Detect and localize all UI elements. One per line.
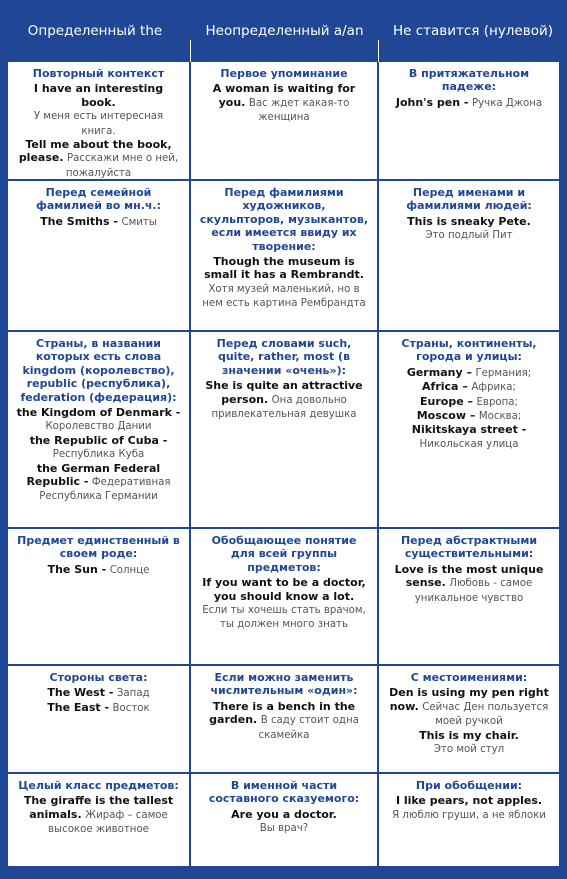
example-line [16, 82, 181, 109]
example-translation: Запад [116, 688, 150, 700]
header-definite: Определенный the [27, 23, 163, 39]
example-line [199, 379, 369, 421]
example-translation: Европа; [476, 396, 518, 408]
example-translation: Она довольно привлекательная девушка [211, 394, 357, 421]
example-line [16, 406, 181, 434]
example-translation: В саду стоит одна скамейка [258, 715, 359, 741]
rule-cell [191, 181, 377, 330]
example-english: the Republic of Cuba - [29, 433, 168, 447]
rule-title: Перед семейной фамилией во мн.ч.: [35, 186, 162, 213]
rule-title: Предмет единственный в своем роде: [17, 534, 180, 561]
rule-cell [8, 529, 189, 664]
rule-title: Первое упоминание [220, 67, 348, 80]
rule-title: Перед фамилиями художников, скульпторов, музыкантов, если имеется ввиду их творение: [199, 186, 369, 253]
example-translation: Вас ждет какая-то женщина [248, 97, 350, 124]
rule-title: Страны, в названии которых есть слова kingdom (королевство), republic (республика), federation (федерация): [20, 337, 177, 404]
example-translation: У меня есть интересная книга. [33, 111, 164, 137]
example-english: Germany – [406, 365, 472, 379]
example-english: John's pen - [395, 95, 469, 109]
rule-cell [8, 332, 189, 527]
example-english: The West - [47, 686, 114, 700]
rule-example [16, 794, 181, 836]
example-line [199, 282, 369, 311]
rule-example [199, 255, 369, 311]
example-english: Europe – [420, 394, 473, 408]
rule-title: В именной части составного сказуемого: [208, 779, 360, 806]
example-english: Den is using my pen right now. [389, 686, 549, 713]
example-english: Love is the most unique sense. [394, 562, 544, 590]
example-line [387, 423, 551, 451]
example-translation: Восток [112, 702, 150, 714]
rule-title: Целый класс предметов: [18, 779, 179, 792]
example-translation: Хотя музей маленький, но в нем есть картина Рембрандта [202, 283, 366, 310]
example-english: This is my chair. [419, 728, 519, 742]
rule-example [387, 794, 551, 822]
rule-example [387, 563, 551, 605]
example-line [387, 794, 551, 807]
rule-cell [379, 332, 559, 527]
example-translation: Федеративная Республика Германии [39, 477, 171, 503]
rule-cell [191, 666, 377, 772]
example-translation: Африка; [471, 382, 516, 394]
example-line [199, 82, 369, 124]
example-english: The giraffe is the tallest animals. [23, 794, 174, 821]
example-line [387, 215, 551, 228]
example-line [387, 395, 551, 409]
example-translation: Москва; [478, 411, 522, 423]
example-translation: Солнце [109, 564, 150, 576]
example-line [199, 576, 369, 603]
example-line [16, 434, 181, 462]
example-line [16, 462, 181, 504]
rule-cell [379, 181, 559, 330]
example-english: I have an interesting book. [33, 82, 164, 109]
example-line [199, 808, 369, 821]
example-translation: Это подлый Пит [425, 230, 513, 242]
example-line [199, 255, 369, 282]
example-translation: Я люблю груши, а не яблоки [392, 809, 546, 821]
example-english: This is sneaky Pete. [407, 214, 531, 228]
example-line [16, 794, 181, 836]
example-translation: Сейчас Ден пользуется моей ручкой [422, 701, 549, 728]
rule-title: Обобщающее понятие для всей группы предметов: [211, 534, 357, 574]
example-translation: Жираф – самое высокое животное [48, 809, 168, 836]
rule-cell [191, 774, 377, 866]
example-translation: Никольская улица [419, 438, 519, 450]
example-line [387, 686, 551, 728]
example-english: the Kingdom of Denmark - [16, 406, 181, 420]
rule-title: Перед именами и фамилиями людей: [406, 186, 532, 213]
rule-example [16, 406, 181, 504]
example-line [387, 96, 551, 110]
example-line [16, 701, 181, 715]
example-line [199, 603, 369, 632]
example-line [16, 215, 181, 229]
rule-title: Стороны света: [49, 671, 148, 684]
rule-example [199, 700, 369, 742]
example-english: The East - [47, 700, 110, 714]
rule-title: Перед абстрактными существительными: [400, 534, 538, 561]
rule-cell [8, 774, 189, 866]
example-translation: Любовь - самое уникальное чувство [414, 578, 533, 604]
example-line [387, 808, 551, 822]
example-translation: Расскажи мне о ней, пожалуйста [65, 153, 179, 179]
rule-example [199, 82, 369, 124]
rule-title: Перед словами such, quite, rather, most (в значении «очень»): [216, 337, 352, 377]
rule-example [199, 379, 369, 421]
example-english: If you want to be a doctor, you should know a lot. [202, 576, 366, 603]
rule-example [387, 366, 551, 451]
example-english: The Smiths - [40, 214, 118, 228]
example-english: Nikitskaya street - [411, 423, 527, 437]
example-line [387, 563, 551, 605]
example-translation: Это мой стул [433, 744, 505, 756]
rule-cell [191, 529, 377, 664]
example-translation: Вы врач? [259, 823, 309, 835]
rule-example [387, 215, 551, 243]
example-english: Are you a doctor. [231, 807, 337, 821]
header-indefinite: Неопределенный a/an [205, 23, 364, 39]
rule-example [16, 563, 181, 577]
example-english: She is quite an attractive person. [205, 379, 363, 406]
example-line [16, 109, 181, 138]
example-translation: Королевство Дании [45, 421, 152, 433]
rule-cell [379, 529, 559, 664]
example-translation: Республика Куба [52, 449, 145, 461]
example-line [387, 228, 551, 242]
header-zero: Не ставится (нулевой) [392, 23, 553, 39]
example-english: Moscow – [416, 409, 476, 423]
rule-example [387, 686, 551, 756]
rule-title: Повторный контекст [32, 67, 165, 80]
rule-example [199, 576, 369, 632]
rule-example [16, 686, 181, 715]
rule-cell [191, 62, 377, 179]
example-translation: Смиты [121, 216, 157, 228]
example-english: I like pears, not apples. [395, 794, 543, 808]
example-line [387, 729, 551, 742]
rule-title: Если можно заменить числительным «один»: [210, 671, 358, 698]
example-line [16, 563, 181, 577]
example-english: Africa – [422, 380, 468, 394]
rule-cell [8, 62, 189, 179]
example-english: the German Federal Republic - [26, 461, 161, 489]
example-english: The Sun - [47, 562, 107, 576]
example-translation: Ручка Джона [472, 97, 543, 109]
example-line [16, 138, 181, 179]
rule-example [199, 808, 369, 836]
example-line [16, 686, 181, 700]
example-translation: Если ты хочешь стать врачом, ты должен много знать [202, 605, 366, 631]
example-line [387, 409, 551, 423]
example-english: Tell me about the book, please. [18, 138, 172, 165]
example-line [199, 700, 369, 742]
rule-example [16, 82, 181, 179]
table-header [0, 0, 567, 62]
example-translation: Германия; [475, 367, 532, 379]
rule-cell [191, 332, 377, 527]
example-line [387, 366, 551, 380]
example-english: A woman is waiting for you. [212, 82, 356, 109]
rule-cell [379, 774, 559, 866]
rule-example [16, 215, 181, 229]
example-english: There is a bench in the garden. [209, 699, 356, 727]
rule-cell [8, 666, 189, 772]
rule-title: Страны, континенты, города и улицы: [401, 337, 537, 364]
example-english: Though the museum is small it has a Rembrandt. [204, 255, 364, 282]
example-line [387, 380, 551, 394]
example-line [387, 742, 551, 756]
rule-cell [379, 666, 559, 772]
rule-cell [8, 181, 189, 330]
rule-cell [379, 62, 559, 179]
rule-example [387, 96, 551, 110]
rule-title: В притяжательном падеже: [408, 67, 530, 94]
example-line [199, 821, 369, 835]
rule-title: С местоимениями: [410, 671, 528, 684]
rule-title: При обобщении: [415, 779, 523, 792]
